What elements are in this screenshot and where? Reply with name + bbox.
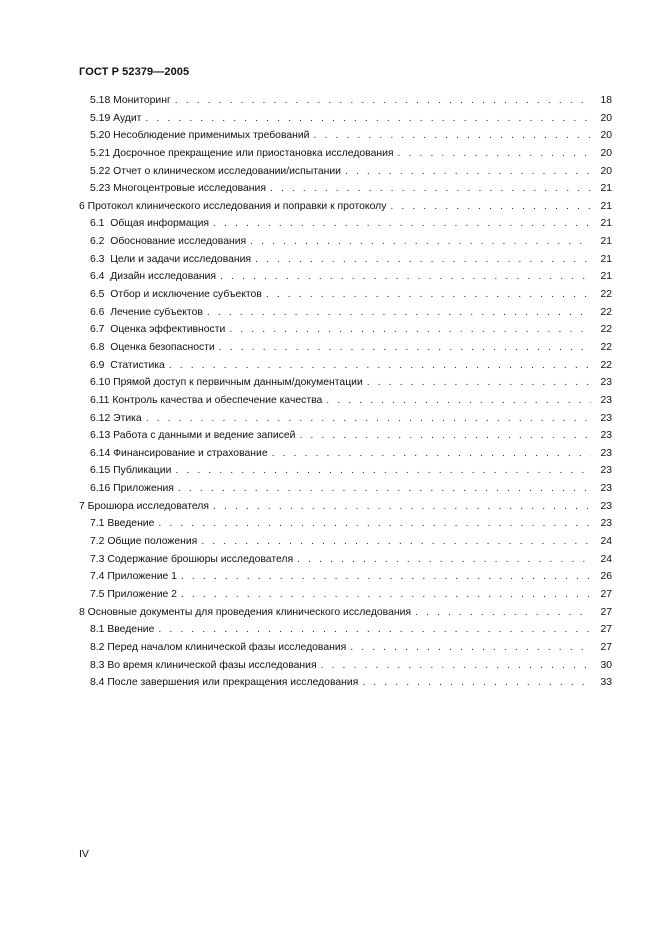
document-header: ГОСТ Р 52379—2005 (79, 66, 190, 78)
toc-entry-number: 6.5 (90, 289, 108, 301)
toc-entry (79, 110, 612, 128)
toc-entry (79, 198, 612, 216)
toc-dot-leader (219, 339, 591, 357)
toc-entry-title: Во время клинической фазы исследования (107, 659, 317, 671)
toc-dot-leader (213, 215, 591, 233)
toc-entry (79, 586, 612, 604)
toc-entry-number: 6.11 (90, 394, 110, 406)
toc-entry-title: Отчет о клиническом исследовании/испытании (113, 165, 341, 177)
toc-entry (79, 339, 612, 357)
toc-entry-page: 21 (600, 200, 612, 212)
toc-entry (79, 604, 612, 622)
toc-dot-leader (272, 445, 591, 463)
toc-entry-page: 21 (600, 236, 612, 248)
toc-entry (79, 92, 612, 110)
toc-entry-page: 23 (600, 430, 612, 442)
toc-entry-page: 27 (600, 641, 612, 653)
toc-entry-number: 6.12 (90, 412, 111, 424)
toc-entry-number: 8 (79, 606, 85, 618)
toc-dot-leader (299, 427, 591, 445)
toc-entry-title: Несоблюдение применимых требований (113, 130, 310, 142)
toc-entry-page: 21 (600, 183, 612, 195)
toc-entry-title: Содержание брошюры исследователя (107, 553, 294, 565)
toc-dot-leader (345, 163, 591, 181)
toc-entry-title: Общая информация (110, 218, 210, 230)
toc-entry-number: 6 (79, 200, 85, 212)
toc-dot-leader (178, 480, 591, 498)
toc-entry (79, 251, 612, 269)
toc-entry-title: Дизайн исследования (110, 271, 217, 283)
table-of-contents (79, 92, 612, 692)
toc-dot-leader (146, 410, 591, 428)
toc-entry-number: 8.4 (90, 677, 105, 689)
toc-entry-page: 24 (600, 553, 612, 565)
toc-entry-page: 20 (600, 112, 612, 124)
toc-entry-title: Аудит (113, 112, 142, 124)
toc-dot-leader (158, 621, 591, 639)
toc-entry (79, 163, 612, 181)
toc-entry (79, 374, 612, 392)
toc-entry (79, 621, 612, 639)
toc-dot-leader (362, 674, 591, 692)
toc-entry-page: 21 (600, 253, 612, 265)
toc-dot-leader (175, 462, 591, 480)
toc-entry-number: 6.13 (90, 430, 111, 442)
toc-entry-page: 23 (600, 377, 612, 389)
toc-entry-page: 20 (600, 165, 612, 177)
toc-entry-page: 23 (600, 465, 612, 477)
toc-entry (79, 639, 612, 657)
toc-dot-leader (350, 639, 591, 657)
toc-dot-leader (229, 321, 591, 339)
toc-entry-page: 22 (600, 306, 612, 318)
toc-entry-title: Приложения (113, 483, 174, 495)
toc-dot-leader (367, 374, 591, 392)
toc-entry (79, 480, 612, 498)
page-number: IV (79, 848, 89, 860)
toc-dot-leader (175, 92, 591, 110)
toc-entry-number: 6.1 (90, 218, 108, 230)
toc-dot-leader (201, 533, 591, 551)
toc-entry (79, 304, 612, 322)
toc-entry (79, 410, 612, 428)
toc-entry-title: Приложение 1 (107, 571, 177, 583)
toc-entry-title: Оценка эффективности (110, 324, 226, 336)
toc-entry (79, 357, 612, 375)
toc-entry-title: Отбор и исключение субъектов (110, 289, 262, 301)
toc-entry-number: 7.5 (90, 588, 105, 600)
toc-entry-title: Этика (113, 412, 142, 424)
toc-entry-number: 6.10 (90, 377, 111, 389)
toc-entry-page: 23 (600, 394, 612, 406)
toc-entry (79, 657, 612, 675)
toc-entry (79, 533, 612, 551)
toc-entry-page: 20 (600, 130, 612, 142)
toc-dot-leader (145, 110, 591, 128)
toc-entry-number: 6.16 (90, 483, 111, 495)
toc-entry-number: 7 (79, 500, 85, 512)
toc-entry-page: 27 (600, 624, 612, 636)
toc-entry-number: 6.14 (90, 447, 111, 459)
toc-entry-number: 6.4 (90, 271, 108, 283)
toc-dot-leader (181, 586, 591, 604)
toc-entry-number: 5.19 (90, 112, 111, 124)
toc-dot-leader (250, 233, 591, 251)
toc-dot-leader (297, 551, 591, 569)
toc-entry-page: 22 (600, 324, 612, 336)
toc-entry-title: Мониторинг (113, 95, 171, 106)
toc-entry-title: Публикации (113, 465, 172, 477)
toc-entry-title: Контроль качества и обеспечение качества (112, 394, 323, 406)
toc-dot-leader (270, 180, 591, 198)
toc-entry-page: 27 (600, 588, 612, 600)
toc-entry-page: 24 (600, 536, 612, 548)
toc-entry-page: 21 (600, 271, 612, 283)
toc-entry-title: Финансирование и страхование (113, 447, 268, 459)
toc-dot-leader (390, 198, 591, 216)
toc-entry (79, 445, 612, 463)
toc-entry-title: Работа с данными и ведение записей (113, 430, 296, 442)
toc-entry-number: 6.9 (90, 359, 108, 371)
toc-entry (79, 674, 612, 692)
toc-entry-page: 21 (600, 218, 612, 230)
toc-dot-leader (255, 251, 591, 269)
toc-entry-number: 7.2 (90, 536, 105, 548)
toc-entry-title: Досрочное прекращение или приостановка исследования (113, 147, 394, 159)
toc-entry-number: 7.4 (90, 571, 105, 583)
toc-entry-number: 6.6 (90, 306, 108, 318)
toc-entry-page: 18 (600, 95, 612, 106)
toc-entry (79, 462, 612, 480)
toc-entry-number: 7.3 (90, 553, 105, 565)
toc-entry-title: Протокол клинического исследования и поправки к протоколу (87, 200, 387, 212)
toc-entry-title: Приложение 2 (107, 588, 177, 600)
toc-entry (79, 321, 612, 339)
toc-entry-title: Лечение субъектов (110, 306, 203, 318)
toc-entry (79, 215, 612, 233)
toc-entry-page: 33 (600, 677, 612, 689)
toc-entry-page: 23 (600, 483, 612, 495)
toc-entry-page: 23 (600, 412, 612, 424)
toc-dot-leader (321, 657, 591, 675)
toc-entry-title: Перед началом клинической фазы исследования (107, 641, 347, 653)
toc-entry-title: Многоцентровые исследования (113, 183, 266, 195)
toc-entry-page: 22 (600, 359, 612, 371)
toc-entry-number: 5.20 (90, 130, 111, 142)
toc-entry-number: 5.23 (90, 183, 111, 195)
toc-entry (79, 145, 612, 163)
toc-dot-leader (181, 568, 591, 586)
toc-entry (79, 392, 612, 410)
toc-dot-leader (207, 304, 591, 322)
toc-entry (79, 233, 612, 251)
toc-dot-leader (326, 392, 591, 410)
toc-entry (79, 551, 612, 569)
toc-dot-leader (314, 127, 592, 145)
toc-entry-page: 22 (600, 289, 612, 301)
toc-entry (79, 180, 612, 198)
toc-entry-number: 8.3 (90, 659, 105, 671)
toc-dot-leader (169, 357, 591, 375)
toc-entry (79, 498, 612, 516)
toc-entry-page: 23 (600, 447, 612, 459)
toc-entry-title: Общие положения (107, 536, 198, 548)
toc-entry (79, 286, 612, 304)
toc-entry-number: 6.3 (90, 253, 108, 265)
toc-entry-page: 27 (600, 606, 612, 618)
toc-entry-number: 5.18 (90, 95, 111, 106)
toc-entry-title: Основные документы для проведения клинического исследования (87, 606, 412, 618)
toc-entry-title: Цели и задачи исследования (110, 253, 252, 265)
toc-entry-title: После завершения или прекращения исследования (107, 677, 359, 689)
toc-dot-leader (266, 286, 591, 304)
toc-entry-page: 23 (600, 518, 612, 530)
toc-entry (79, 515, 612, 533)
toc-entry-title: Статистика (110, 359, 165, 371)
toc-entry (79, 427, 612, 445)
toc-entry-number: 6.8 (90, 341, 108, 353)
toc-entry-number: 5.22 (90, 165, 111, 177)
toc-entry-page: 20 (600, 147, 612, 159)
toc-entry-title: Введение (107, 518, 155, 530)
toc-dot-leader (398, 145, 591, 163)
toc-entry-page: 23 (600, 500, 612, 512)
toc-entry-number: 8.2 (90, 641, 105, 653)
toc-entry (79, 268, 612, 286)
toc-entry-page: 26 (600, 571, 612, 583)
toc-dot-leader (220, 268, 591, 286)
toc-entry-number: 6.2 (90, 236, 108, 248)
toc-entry-number: 7.1 (90, 518, 105, 530)
toc-entry-title: Прямой доступ к первичным данным/документации (113, 377, 363, 389)
toc-entry (79, 127, 612, 145)
toc-entry-number: 6.15 (90, 465, 111, 477)
toc-entry-title: Обоснование исследования (110, 236, 247, 248)
toc-dot-leader (415, 604, 591, 622)
toc-entry-title: Введение (107, 624, 155, 636)
toc-entry-page: 30 (600, 659, 612, 671)
toc-entry-number: 8.1 (90, 624, 105, 636)
toc-dot-leader (213, 498, 591, 516)
toc-entry-page: 22 (600, 341, 612, 353)
toc-entry-number: 5.21 (90, 147, 111, 159)
toc-entry-title: Брошюра исследователя (87, 500, 209, 512)
toc-entry-number: 6.7 (90, 324, 108, 336)
toc-entry-title: Оценка безопасности (110, 341, 215, 353)
toc-dot-leader (158, 515, 591, 533)
toc-entry (79, 568, 612, 586)
